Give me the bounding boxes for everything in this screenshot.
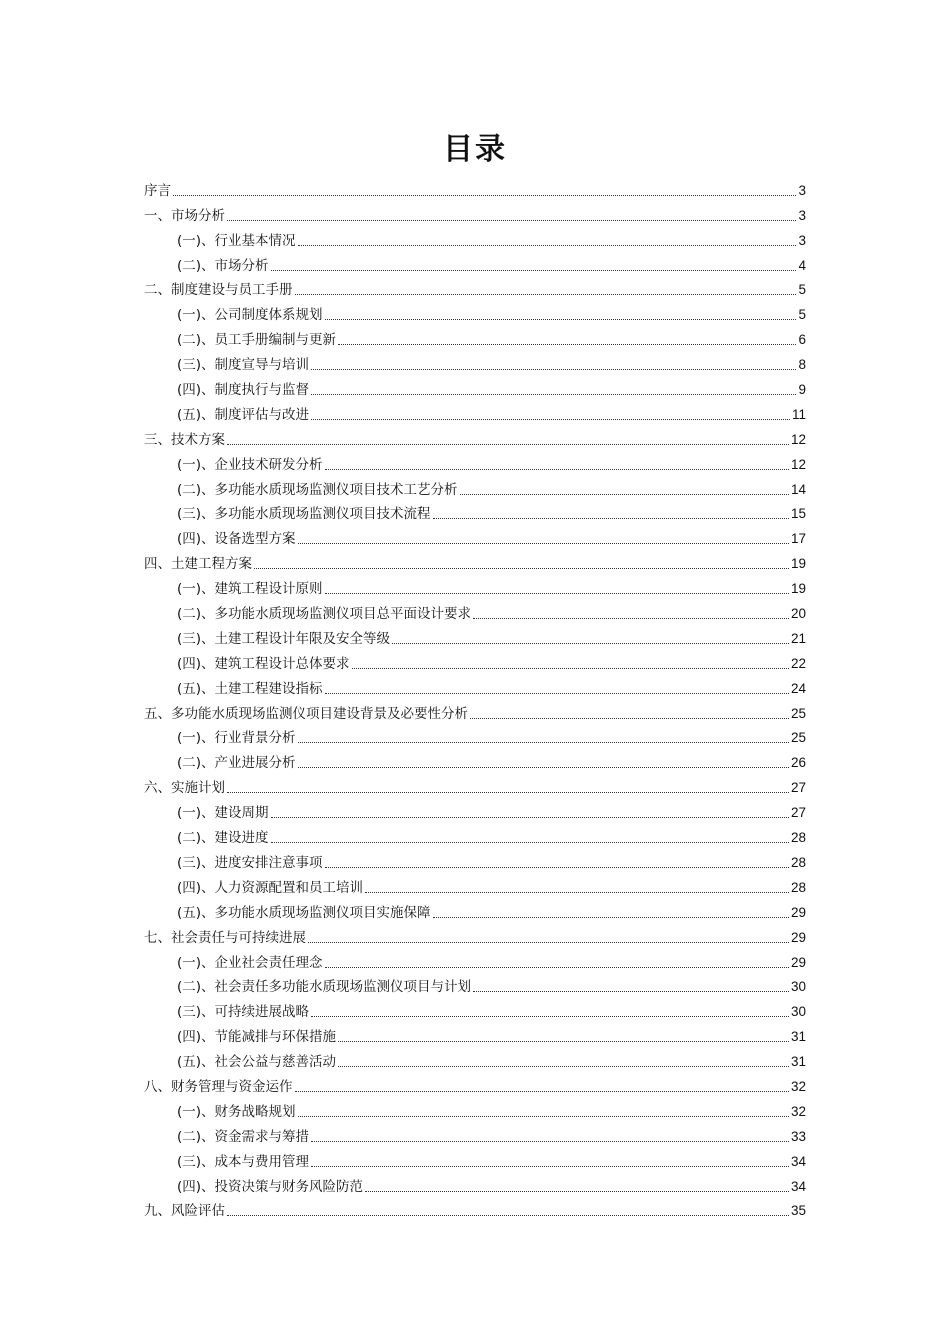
toc-entry-label: (一)、企业社会责任理念 <box>177 954 323 971</box>
toc-entry-label: (五)、社会公益与慈善活动 <box>177 1054 337 1071</box>
toc-entry-label: (一)、行业背景分析 <box>177 730 296 747</box>
toc-entry-label: 序言 <box>144 182 171 199</box>
toc-entry[interactable] <box>144 424 806 449</box>
toc-entry[interactable] <box>144 200 806 225</box>
toc-entry-page-number: 28 <box>790 879 806 895</box>
toc-entry-label: (二)、市场分析 <box>177 257 269 274</box>
toc-entry[interactable] <box>144 947 806 972</box>
toc-entry[interactable] <box>144 648 806 673</box>
dot-leader <box>311 419 790 420</box>
toc-entry-label: (四)、节能减排与环保措施 <box>177 1029 337 1046</box>
toc-entry[interactable] <box>144 225 806 250</box>
toc-entry-page-number: 15 <box>790 506 806 522</box>
dot-leader <box>311 1016 789 1017</box>
toc-entry-page-number: 34 <box>790 1153 806 1169</box>
toc-entry[interactable] <box>144 299 806 324</box>
toc-entry[interactable] <box>144 1071 806 1096</box>
toc-entry-page-number: 24 <box>790 680 806 696</box>
toc-entry[interactable] <box>144 897 806 922</box>
dot-leader <box>325 593 789 594</box>
toc-entry-page-number: 29 <box>790 904 806 920</box>
toc-entry[interactable] <box>144 847 806 872</box>
toc-entry-page-number: 28 <box>790 854 806 870</box>
toc-entry-page-number: 4 <box>798 257 806 273</box>
dot-leader <box>227 792 789 793</box>
dot-leader <box>352 668 789 669</box>
toc-entry-page-number: 11 <box>791 406 806 422</box>
dot-leader <box>173 195 796 196</box>
toc-entry-page-number: 27 <box>790 780 806 796</box>
toc-entry-label: (三)、成本与费用管理 <box>177 1153 310 1170</box>
dot-leader <box>311 1166 789 1167</box>
dot-leader <box>338 344 796 345</box>
toc-entry[interactable] <box>144 673 806 698</box>
dot-leader <box>308 942 789 943</box>
dot-leader <box>227 1215 789 1216</box>
toc-entry[interactable] <box>144 996 806 1021</box>
toc-entry-page-number: 31 <box>790 1054 806 1070</box>
toc-entry-label: 二、制度建设与员工手册 <box>144 282 293 299</box>
toc-entry-page-number: 22 <box>790 655 806 671</box>
toc-entry-label: (一)、建设周期 <box>177 805 269 822</box>
toc-entry-page-number: 6 <box>798 332 806 348</box>
toc-entry-page-number: 35 <box>790 1203 806 1219</box>
dot-leader <box>271 270 797 271</box>
toc-entry[interactable] <box>144 499 806 524</box>
dot-leader <box>365 1191 789 1192</box>
toc-entry-page-number: 29 <box>790 929 806 945</box>
toc-entry[interactable] <box>144 573 806 598</box>
toc-entry-page-number: 14 <box>790 481 806 497</box>
toc-entry[interactable] <box>144 399 806 424</box>
toc-entry[interactable] <box>144 1121 806 1146</box>
toc-entry-label: 七、社会责任与可持续进展 <box>144 929 306 946</box>
dot-leader <box>325 319 797 320</box>
toc-entry-label: 六、实施计划 <box>144 780 225 797</box>
toc-entry-label: (三)、多功能水质现场监测仪项目技术流程 <box>177 506 431 523</box>
toc-entry-label: (一)、财务战略规划 <box>177 1103 296 1120</box>
dot-leader <box>338 1066 789 1067</box>
toc-entry-page-number: 30 <box>790 979 806 995</box>
dot-leader <box>311 369 796 370</box>
toc-entry-label: (一)、建筑工程设计原则 <box>177 581 323 598</box>
toc-entry-label: (二)、员工手册编制与更新 <box>177 332 337 349</box>
toc-entry-label: (五)、土建工程建设指标 <box>177 680 323 697</box>
toc-entry-label: (五)、制度评估与改进 <box>177 406 310 423</box>
toc-entry[interactable] <box>144 698 806 723</box>
toc-entry[interactable] <box>144 175 806 200</box>
dot-leader <box>298 742 789 743</box>
dot-leader <box>392 643 789 644</box>
toc-entry-label: 一、市场分析 <box>144 207 225 224</box>
toc-entry-page-number: 32 <box>790 1078 806 1094</box>
dot-leader <box>365 892 789 893</box>
toc-entry-label: (二)、多功能水质现场监测仪项目总平面设计要求 <box>177 606 472 623</box>
dot-leader <box>298 245 797 246</box>
toc-entry-label: (二)、多功能水质现场监测仪项目技术工艺分析 <box>177 481 458 498</box>
dot-leader <box>227 444 789 445</box>
toc-entry-label: 五、多功能水质现场监测仪项目建设背景及必要性分析 <box>144 705 468 722</box>
dot-leader <box>473 618 789 619</box>
toc-entry-label: (四)、建筑工程设计总体要求 <box>177 655 350 672</box>
toc-entry[interactable] <box>144 374 806 399</box>
dot-leader <box>325 967 789 968</box>
toc-entry[interactable] <box>144 548 806 573</box>
toc-entry[interactable] <box>144 872 806 897</box>
toc-entry[interactable] <box>144 598 806 623</box>
toc-entry[interactable] <box>144 723 806 748</box>
toc-entry-page-number: 28 <box>790 830 806 846</box>
toc-entry[interactable] <box>144 1146 806 1171</box>
toc-entry[interactable] <box>144 1021 806 1046</box>
toc-entry-page-number: 3 <box>798 207 806 223</box>
toc-entry-label: (三)、土建工程设计年限及安全等级 <box>177 630 391 647</box>
toc-entry-label: (四)、投资决策与财务风险防范 <box>177 1178 364 1195</box>
toc-entry[interactable] <box>144 772 806 797</box>
toc-entry[interactable] <box>144 797 806 822</box>
dot-leader <box>325 693 789 694</box>
toc-entry-label: 九、风险评估 <box>144 1203 225 1220</box>
dot-leader <box>311 1141 789 1142</box>
toc-entry-page-number: 25 <box>790 730 806 746</box>
toc-entry-label: (三)、制度宣导与培训 <box>177 357 310 374</box>
toc-entry-page-number: 9 <box>798 382 806 398</box>
toc-entry-page-number: 3 <box>798 232 806 248</box>
toc-entry-page-number: 31 <box>790 1029 806 1045</box>
dot-leader <box>325 867 789 868</box>
toc-entry-page-number: 29 <box>790 954 806 970</box>
toc-entry[interactable] <box>144 1046 806 1071</box>
toc-entry-page-number: 12 <box>790 431 806 447</box>
toc-entry[interactable] <box>144 1171 806 1196</box>
table-of-contents <box>144 175 806 1220</box>
dot-leader <box>298 543 789 544</box>
toc-entry-page-number: 17 <box>790 531 806 547</box>
toc-entry-label: 四、土建工程方案 <box>144 556 252 573</box>
toc-entry-label: 三、技术方案 <box>144 431 225 448</box>
toc-entry-page-number: 33 <box>790 1128 806 1144</box>
toc-entry-label: (二)、产业进展分析 <box>177 755 296 772</box>
toc-entry-label: (一)、行业基本情况 <box>177 232 296 249</box>
toc-entry-page-number: 25 <box>790 705 806 721</box>
dot-leader <box>338 1041 789 1042</box>
dot-leader <box>298 767 789 768</box>
toc-entry[interactable] <box>144 922 806 947</box>
toc-entry-page-number: 34 <box>790 1178 806 1194</box>
toc-entry[interactable] <box>144 623 806 648</box>
toc-entry-label: (一)、企业技术研发分析 <box>177 456 323 473</box>
toc-entry-page-number: 5 <box>798 282 806 298</box>
toc-title: 目录 <box>443 132 507 167</box>
toc-entry[interactable] <box>144 1096 806 1121</box>
toc-entry[interactable] <box>144 324 806 349</box>
toc-entry-label: (三)、可持续进展战略 <box>177 1004 310 1021</box>
toc-entry-page-number: 8 <box>798 357 806 373</box>
toc-entry[interactable] <box>144 523 806 548</box>
dot-leader <box>433 518 789 519</box>
toc-entry[interactable] <box>144 275 806 300</box>
toc-entry-page-number: 3 <box>798 182 806 198</box>
dot-leader <box>254 568 789 569</box>
toc-entry[interactable] <box>144 349 806 374</box>
toc-entry-page-number: 19 <box>790 556 806 572</box>
dot-leader <box>433 917 789 918</box>
dot-leader <box>470 718 789 719</box>
dot-leader <box>325 469 789 470</box>
dot-leader <box>473 991 789 992</box>
toc-entry-label: (五)、多功能水质现场监测仪项目实施保障 <box>177 904 431 921</box>
toc-entry-page-number: 21 <box>790 630 806 646</box>
dot-leader <box>311 394 796 395</box>
toc-entry[interactable] <box>144 747 806 772</box>
toc-entry-label: 八、财务管理与资金运作 <box>144 1078 293 1095</box>
toc-entry-label: (二)、资金需求与筹措 <box>177 1128 310 1145</box>
toc-entry-page-number: 26 <box>790 755 806 771</box>
toc-entry-label: (一)、公司制度体系规划 <box>177 307 323 324</box>
toc-entry-page-number: 19 <box>790 581 806 597</box>
toc-entry-label: (三)、进度安排注意事项 <box>177 854 323 871</box>
dot-leader <box>298 1116 789 1117</box>
toc-entry[interactable] <box>144 1196 806 1221</box>
toc-entry-label: (二)、社会责任多功能水质现场监测仪项目与计划 <box>177 979 472 996</box>
dot-leader <box>271 842 789 843</box>
dot-leader <box>295 1091 789 1092</box>
dot-leader <box>271 817 789 818</box>
toc-entry-page-number: 27 <box>790 805 806 821</box>
toc-entry-page-number: 12 <box>790 456 806 472</box>
toc-entry-label: (二)、建设进度 <box>177 830 269 847</box>
toc-entry[interactable] <box>144 250 806 275</box>
toc-entry[interactable] <box>144 449 806 474</box>
toc-entry-page-number: 20 <box>790 606 806 622</box>
toc-entry[interactable] <box>144 972 806 997</box>
toc-entry-page-number: 32 <box>790 1103 806 1119</box>
toc-entry-label: (四)、制度执行与监督 <box>177 382 310 399</box>
toc-entry[interactable] <box>144 474 806 499</box>
dot-leader <box>295 294 797 295</box>
dot-leader <box>227 220 796 221</box>
toc-entry-page-number: 5 <box>798 307 806 323</box>
toc-entry-page-number: 30 <box>790 1004 806 1020</box>
toc-entry[interactable] <box>144 822 806 847</box>
toc-entry-label: (四)、设备选型方案 <box>177 531 296 548</box>
toc-entry-label: (四)、人力资源配置和员工培训 <box>177 879 364 896</box>
dot-leader <box>460 494 789 495</box>
